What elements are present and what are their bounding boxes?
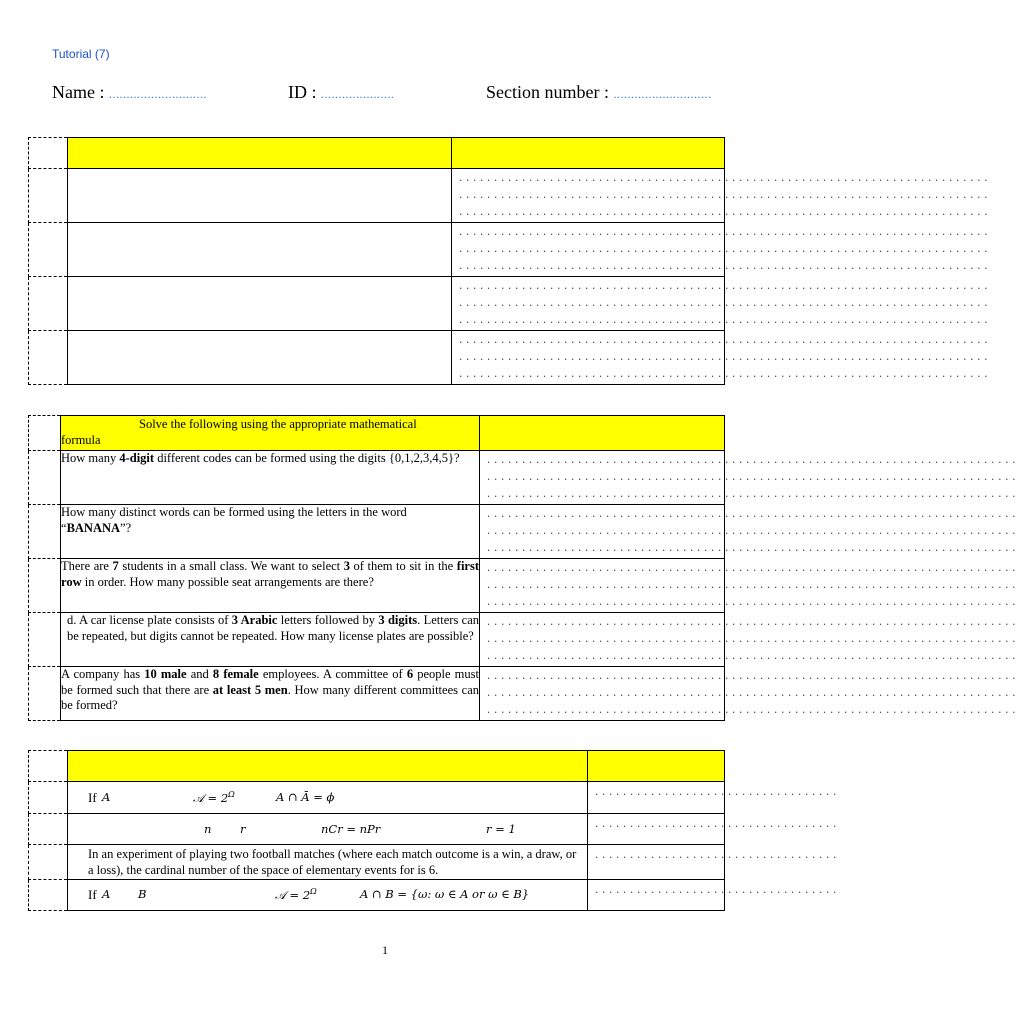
question-text: How many distinct words can be formed using the letters in the word “ <box>61 505 407 535</box>
answer-line: ............................................................................ <box>458 228 991 238</box>
tutorial-title: Tutorial (7) <box>52 47 110 61</box>
question-text: of them to sit in the <box>349 559 457 573</box>
question-e <box>61 667 480 721</box>
table3-num-cell <box>29 814 68 845</box>
answer-line: ............................................................................ <box>486 635 1018 645</box>
question-text: different codes can be formed using the digits {0,1,2,3,4,5}? <box>154 451 460 465</box>
question-text: students in a small class. We want to select <box>118 559 344 573</box>
statement-4 <box>68 880 588 911</box>
answer-line: ............................................................................ <box>458 336 991 346</box>
table2-answer-cell[interactable] <box>480 667 1018 721</box>
instruction-line-2: formula <box>61 433 101 447</box>
name-label: Name : <box>52 82 105 102</box>
statement-2-r: r <box>240 822 246 836</box>
answer-line: ............................................................................ <box>486 473 1018 483</box>
statement-1-formula: 𝒜 = $2^\Omega$ <box>193 790 235 805</box>
statement-4-formula: 𝒜 = $2^\Omega$ <box>275 887 317 902</box>
table3-statement-header <box>68 751 588 782</box>
table2-answer-header <box>480 416 725 451</box>
table2-instruction-header <box>61 416 480 451</box>
statement-4-set-a: A <box>102 887 111 901</box>
statement-4-formula-2: A ∩ B = {ω: ω ∈ A or ω ∈ B} <box>360 887 530 901</box>
statement-2 <box>68 814 588 845</box>
table2-num-cell <box>29 667 61 721</box>
question-emphasis: 3 digits <box>378 613 418 627</box>
statement-1-formula-2: A ∩ Ā = ϕ <box>276 790 335 804</box>
table3-answer-cell[interactable] <box>588 814 840 845</box>
name-field <box>52 82 207 103</box>
question-emphasis: 4-digit <box>119 451 155 465</box>
question-c <box>61 559 480 613</box>
statement-4-if: If <box>88 887 97 902</box>
answer-line: ................................... <box>594 851 840 861</box>
question-b <box>61 505 480 559</box>
answer-line: ............................................................................ <box>458 191 991 201</box>
question-emphasis: 10 male <box>144 667 187 681</box>
question-text: How many <box>61 451 120 465</box>
question-text: ”? <box>120 520 132 535</box>
table1-answer-cell[interactable] <box>452 277 991 331</box>
question-text: . How many different committees can be formed? <box>61 682 479 712</box>
question-d <box>61 613 480 667</box>
answer-line: ............................................................................ <box>486 527 1018 537</box>
table3-num-cell <box>29 782 68 814</box>
question-emphasis: at least 5 men <box>212 682 288 697</box>
table-1 <box>28 137 991 385</box>
table1-num-cell <box>29 223 68 277</box>
question-emphasis: 7 <box>112 559 119 573</box>
name-dots[interactable]: ............................ <box>108 87 207 101</box>
id-label: ID : <box>288 82 317 102</box>
answer-line: ............................................................................ <box>486 672 1018 682</box>
table2-answer-cell[interactable] <box>480 451 1018 505</box>
answer-line: ............................................................................ <box>486 618 1018 628</box>
question-emphasis: 3 Arabic <box>231 613 278 627</box>
statement-1-if: If <box>88 790 97 805</box>
statement-3: In an experiment of playing two football matches (where each match outcome is a win, a draw, or a loss), the cardinal number of the space of elementary events for is 6. <box>68 845 588 880</box>
table1-answer-header <box>452 138 725 169</box>
answer-line: ............................................................................ <box>458 299 991 309</box>
table2-num-cell <box>29 451 61 505</box>
answer-line: ............................................................................ <box>458 262 991 272</box>
answer-line: ............................................................................ <box>458 174 991 184</box>
statement-2-n: n <box>204 822 212 836</box>
question-text: . Letters can be repeated, but digits cannot be repeated. How many license plates are possible? <box>67 613 480 643</box>
table3-answer-cell[interactable] <box>588 880 840 911</box>
section-label: Section number : <box>486 82 609 102</box>
answer-line: ................................... <box>594 820 840 830</box>
page-number: 1 <box>382 943 388 957</box>
table2-num-cell <box>29 505 61 559</box>
answer-line: ............................................................................ <box>486 490 1018 500</box>
table3-answer-header <box>588 751 725 782</box>
answer-line: ............................................................................ <box>486 544 1018 554</box>
statement-1 <box>68 782 588 814</box>
answer-line: ............................................................................ <box>458 208 991 218</box>
answer-line: ............................................................................ <box>486 598 1018 608</box>
question-emphasis: first row <box>61 559 480 589</box>
section-dots[interactable]: ............................ <box>613 87 712 101</box>
table1-num-cell <box>29 277 68 331</box>
statement-2-formula: nCr = nPr <box>321 822 381 836</box>
table1-answer-cell[interactable] <box>452 331 991 385</box>
question-text: A company has <box>61 667 145 681</box>
question-text: d. A car license plate consists of <box>67 613 232 627</box>
section-field <box>486 82 711 103</box>
answer-line: ............................................................................ <box>458 282 991 292</box>
answer-line: ............................................................................ <box>486 510 1018 520</box>
table1-question-cell <box>68 169 452 223</box>
answer-line: ................................... <box>594 886 840 896</box>
question-text: employees. A committee of <box>258 667 407 681</box>
table-3 <box>28 750 840 911</box>
statement-1-set-a: A <box>102 790 111 804</box>
table1-question-cell <box>68 223 452 277</box>
table2-num-cell <box>29 559 61 613</box>
table2-answer-cell[interactable] <box>480 559 1018 613</box>
table3-answer-cell[interactable] <box>588 845 840 880</box>
statement-2-formula-2: r = 1 <box>486 822 516 836</box>
table1-num-cell <box>29 331 68 385</box>
table2-num-cell <box>29 613 61 667</box>
id-field <box>288 82 395 103</box>
table3-num-header <box>29 751 68 782</box>
answer-line: ............................................................................ <box>458 353 991 363</box>
table2-answer-cell[interactable] <box>480 613 1018 667</box>
table2-answer-cell[interactable] <box>480 505 1018 559</box>
table1-num-header <box>29 138 68 169</box>
question-emphasis: 8 female <box>212 667 259 681</box>
table3-num-cell <box>29 880 68 911</box>
table3-num-cell <box>29 845 68 880</box>
question-text: in order. How many possible seat arrangements are there? <box>81 574 374 589</box>
question-text: There are <box>61 559 113 573</box>
table1-question-header <box>68 138 452 169</box>
question-a <box>61 451 480 505</box>
question-text: letters followed by <box>277 613 379 627</box>
answer-line: ............................................................................ <box>458 316 991 326</box>
answer-line: ............................................................................ <box>486 706 1018 716</box>
table1-question-cell <box>68 277 452 331</box>
table2-num-header <box>29 416 61 451</box>
id-dots[interactable]: ..................... <box>321 87 395 101</box>
table3-answer-cell[interactable] <box>588 782 840 814</box>
answer-line: ............................................................................ <box>486 564 1018 574</box>
table1-answer-cell[interactable] <box>452 223 991 277</box>
answer-line: ............................................................................ <box>486 581 1018 591</box>
question-emphasis: BANANA <box>66 520 121 535</box>
answer-line: ............................................................................ <box>486 456 1018 466</box>
question-emphasis: 3 <box>343 559 350 573</box>
answer-line: ................................... <box>594 788 840 798</box>
statement-4-set-b: B <box>138 887 147 901</box>
table1-question-cell <box>68 331 452 385</box>
answer-line: ............................................................................ <box>486 652 1018 662</box>
answer-line: ............................................................................ <box>486 689 1018 699</box>
question-emphasis: 6 <box>406 667 414 681</box>
table1-answer-cell[interactable] <box>452 169 991 223</box>
table1-num-cell <box>29 169 68 223</box>
answer-line: ............................................................................ <box>458 370 991 380</box>
table-2 <box>28 415 1018 721</box>
answer-line: ............................................................................ <box>458 245 991 255</box>
instruction-line-1: Solve the following using the appropriate mathematical <box>139 417 417 431</box>
question-text: people must be formed such that there are <box>61 667 479 697</box>
question-text: and <box>186 667 213 681</box>
